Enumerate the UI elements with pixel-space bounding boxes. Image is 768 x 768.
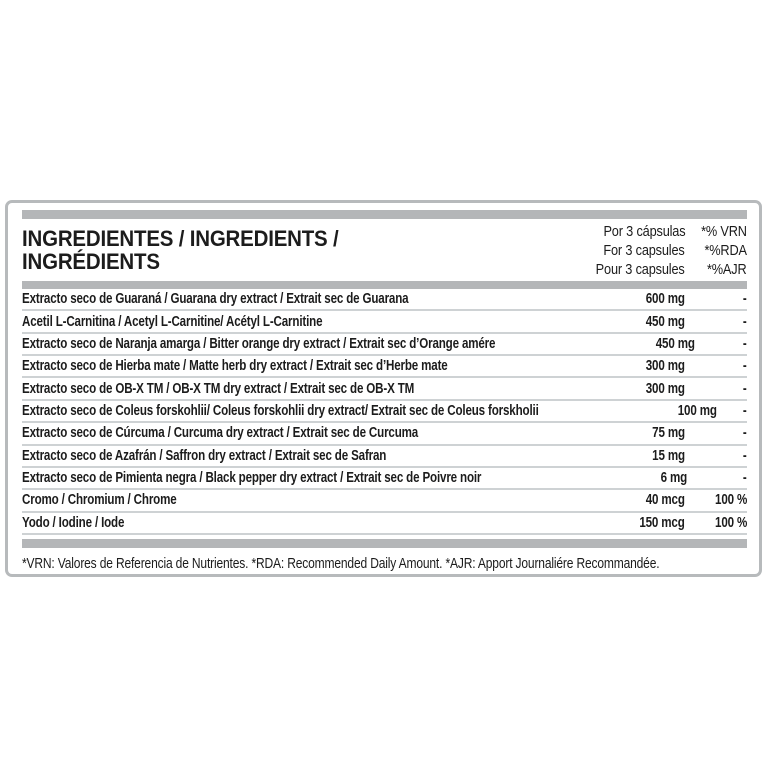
ingredient-name: Extracto seco de Guaraná / Guarana dry extract / Extrait sec de Guarana [22,291,409,308]
ingredients-table [5,200,762,577]
ingredient-name: Extracto seco de Naranja amarga / Bitter orange dry extract / Extrait sec d’Orange amére [22,335,496,352]
ingredient-pct: - [743,447,747,464]
pct-header-es: *% VRN [701,222,747,240]
ingredient-amount: 300 mg [645,380,685,397]
pct-header-fr: *%AJR [707,260,747,278]
pct-header-en: *%RDA [704,241,747,259]
table-row [22,423,747,445]
title-line-1: INGREDIENTES / INGREDIENTS / [22,226,339,251]
footnote [22,555,747,573]
ingredient-name: Extracto seco de Azafrán / Saffron dry extract / Extrait sec de Safran [22,447,387,464]
ingredient-pct: 100 % [714,492,747,509]
header-column-line [580,260,747,279]
ingredient-name: Extracto seco de Cúrcuma / Curcuma dry extract / Extrait sec de Curcuma [22,425,419,442]
ingredient-pct: - [743,291,747,308]
table-row [22,356,747,378]
divider-bar-top [22,210,747,219]
ingredient-pct: - [743,402,747,419]
ingredient-pct: - [743,470,747,487]
ingredient-name: Extracto seco de OB-X TM / OB-X TM dry extract / Extrait sec de OB-X TM [22,380,415,397]
table-row [22,513,747,535]
ingredient-amount: 40 mcg [645,492,685,509]
table-row [22,401,747,423]
ingredient-amount: 450 mg [645,313,685,330]
ingredient-amount: 100 mg [677,402,717,419]
table-title [22,227,362,273]
ingredient-pct: - [743,380,747,397]
ingredient-amount: 15 mg [652,447,685,464]
ingredient-pct: - [743,425,747,442]
serving-label-fr: Pour 3 capsules [596,260,685,278]
ingredient-amount: 150 mcg [639,514,685,531]
ingredient-amount: 450 mg [655,335,695,352]
ingredient-amount: 300 mg [645,358,685,375]
serving-label-en: For 3 capsules [603,241,685,259]
ingredient-amount: 75 mg [652,425,685,442]
ingredient-pct: 100 % [714,514,747,531]
ingredient-name: Extracto seco de Coleus forskohlii/ Coleus forskohlii dry extract/ Extrait sec de Coleus forskholii [22,402,539,419]
header-columns [580,222,747,279]
ingredient-name: Extracto seco de Pimienta negra / Black pepper dry extract / Extrait sec de Poivre noir [22,470,482,487]
ingredient-amount: 6 mg [660,470,688,487]
ingredient-name: Yodo / Iodine / Iode [22,514,125,531]
table-header [22,219,747,281]
table-row [22,289,747,311]
header-column-line [580,241,747,260]
ingredient-amount: 600 mg [645,291,685,308]
table-row [22,490,747,512]
footnote-text: *VRN: Valores de Referencia de Nutrientes. *RDA: Recommended Daily Amount. *AJR: Apport Journaliére Recommandée. [22,556,660,572]
ingredient-pct: - [743,313,747,330]
divider-bar-footer [22,539,747,548]
serving-label-es: Por 3 cápsulas [603,222,685,240]
table-row [22,334,747,356]
table-row [22,446,747,468]
header-column-line [580,222,747,241]
table-row [22,311,747,333]
table-row [22,468,747,490]
table-row [22,378,747,400]
ingredient-name: Cromo / Chromium / Chrome [22,492,177,509]
divider-bar-header [22,281,747,289]
ingredient-rows [22,289,747,535]
ingredient-pct: - [743,335,747,352]
title-line-2: INGRÉDIENTS [22,249,160,274]
ingredient-pct: - [743,358,747,375]
ingredient-name: Acetil L-Carnitina / Acetyl L-Carnitine/ Acétyl L-Carnitine [22,313,323,330]
ingredient-name: Extracto seco de Hierba mate / Matte herb dry extract / Extrait sec d’Herbe mate [22,358,448,375]
